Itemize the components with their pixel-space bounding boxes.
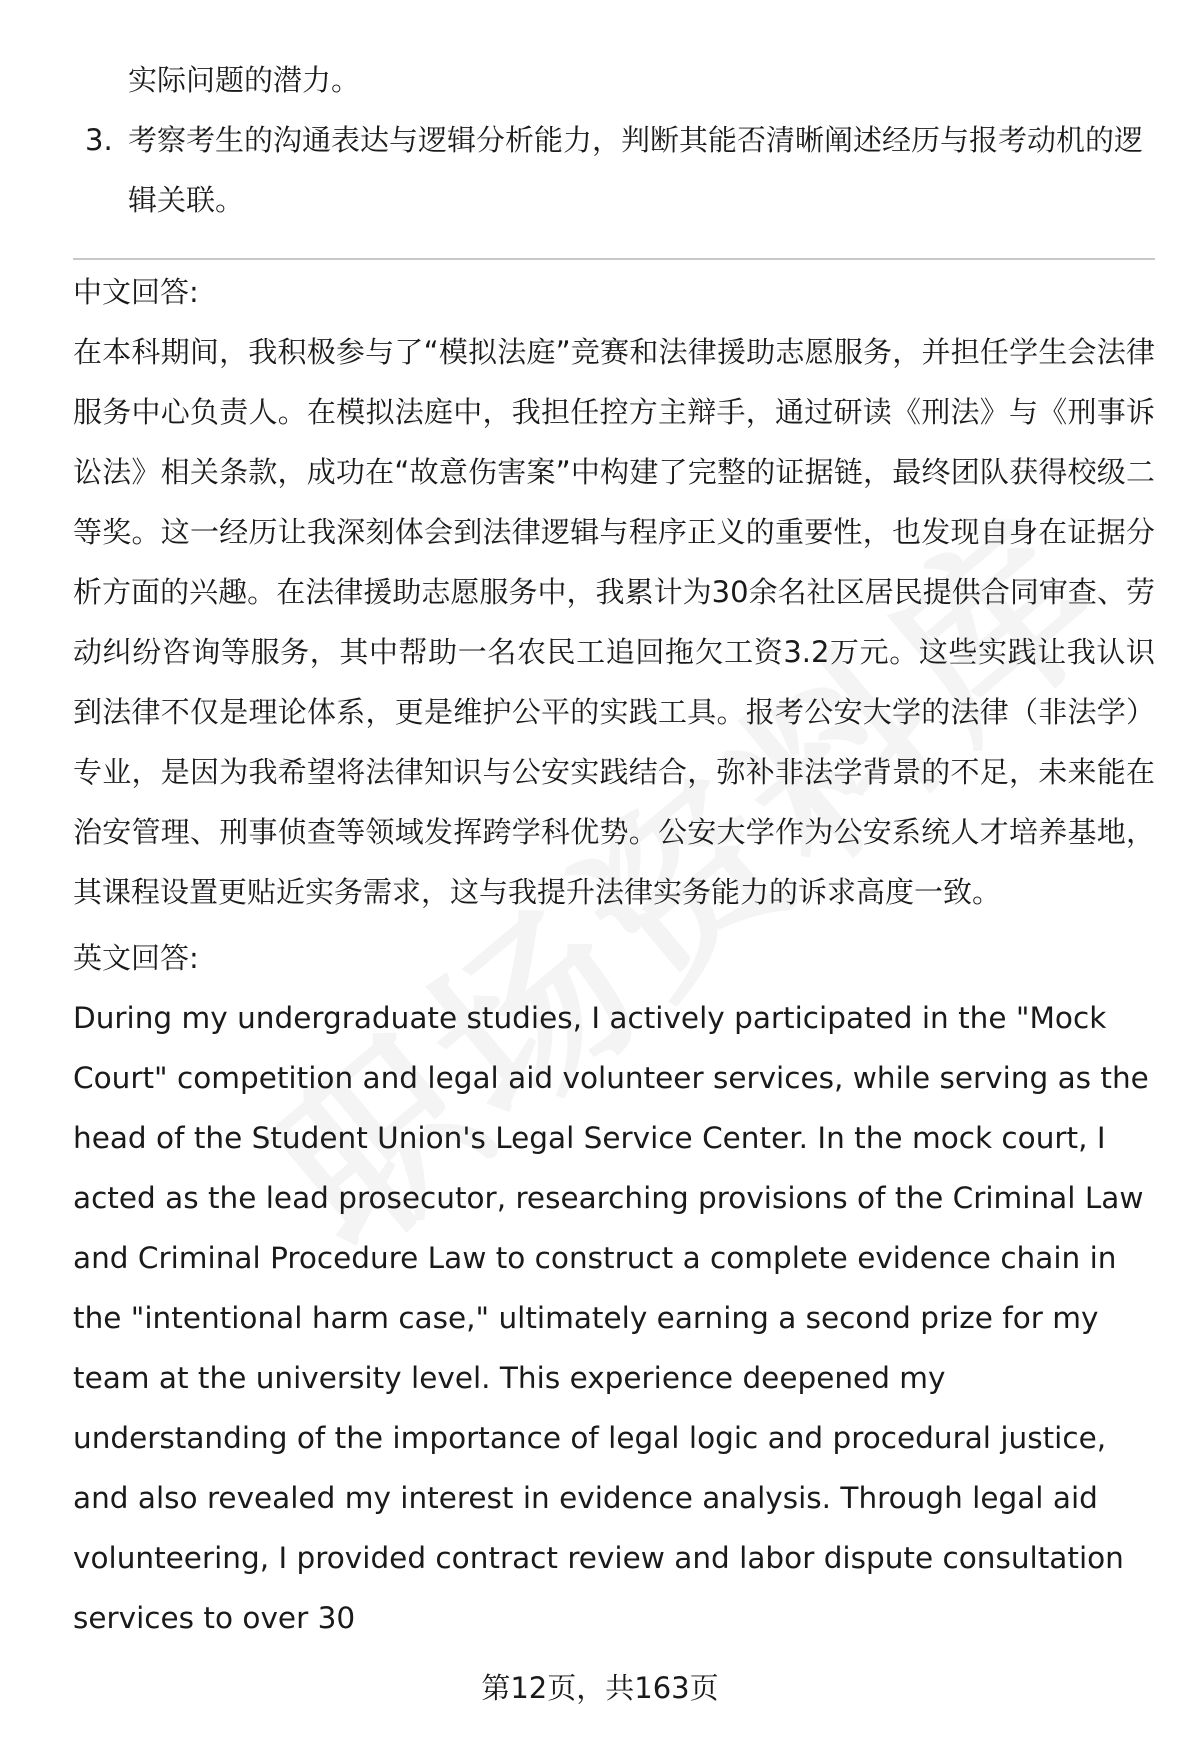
list-item-number: 3. <box>85 123 113 157</box>
page-number: 第12页，共163页 <box>481 1671 719 1705</box>
list-item-text: 考察考生的沟通表达与逻辑分析能力，判断其能否清晰阐述经历与报考动机的逻辑关联。 <box>128 123 1144 217</box>
english-answer-body: During my undergraduate studies, I actively participated in the "Mock Court" competition and legal aid volunteer services, while serving as the head of the Student Union's Legal Service Center. In the mock court, I acted as the lead prosecutor, researching provisions of the Criminal Law and Criminal Procedure Law to construct a complete evidence chain in the "intentional harm case," ultimately earning a second prize for my team at the university level. This experience deepened my understanding of the importance of legal logic and procedural justice, and also revealed my interest in evidence analysis. Through legal aid volunteering, I provided contract review and labor dispute consultation services to over 30 <box>73 1001 1149 1635</box>
chinese-answer-label: 中文回答: <box>73 275 199 309</box>
chinese-answer-body: 在本科期间，我积极参与了“模拟法庭”竞赛和法律援助志愿服务，并担任学生会法律服务中心负责人。在模拟法庭中，我担任控方主辩手，通过研读《刑法》与《刑事诉讼法》相关条款，成功在“故意伤害案”中构建了完整的证据链，最终团队获得校级二等奖。这一经历让我深刻体会到法律逻辑与程序正义的重要性，也发现自身在证据分析方面的兴趣。在法律援助志愿服务中，我累计为30余名社区居民提供合同审查、劳动纠纷咨询等服务，其中帮助一名农民工追回拖欠工资3.2万元。这些实践让我认识到法律不仅是理论体系，更是维护公平的实践工具。报考公安大学的法律（非法学）专业，是因为我希望将法律知识与公安实践结合，弥补非法学背景的不足，未来能在治安管理、刑事侦查等领域发挥跨学科优势。公安大学作为公安系统人才培养基地，其课程设置更贴近实务需求，这与我提升法律实务能力的诉求高度一致。 <box>73 335 1155 909</box>
english-answer-section <box>73 928 1155 1648</box>
english-answer-label: 英文回答: <box>73 941 199 975</box>
list-item <box>73 50 1153 110</box>
list-item <box>73 110 1153 230</box>
question-points-list <box>73 50 1153 230</box>
section-divider <box>73 258 1155 260</box>
list-item-text: 实际问题的潜力。 <box>128 63 361 97</box>
chinese-answer-section <box>73 262 1155 922</box>
